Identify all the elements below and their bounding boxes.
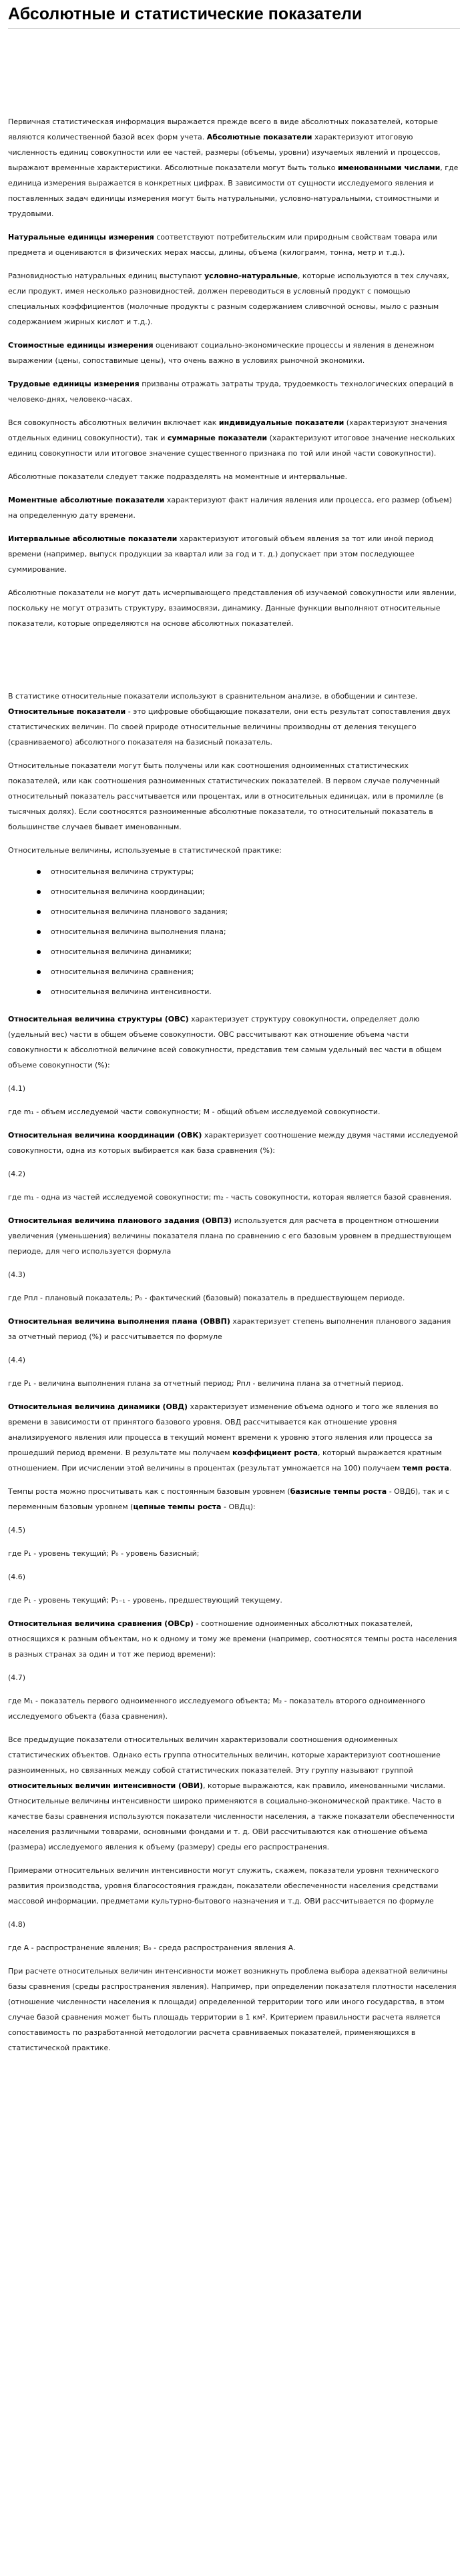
paragraph: Первичная статистическая информация выражается прежде всего в виде абсолютных показателей, которые являются количественной базой всех форм учета. Абсолютные показатели характеризуют итоговую численность единиц совокупности или ее частей, размеры (объемы, уровни) изучаемых явлений и процессов, выражают временные характеристики. Абсолютные показатели могут быть только именованными числами, где единица измерения выражается в конкретных цифрах. В зависимости от сущности исследуемого явления и поставленных задач единицы измерения могут быть натуральными, условно-натуральными, стоимостными и трудовыми.	[8, 117, 459, 218]
formula-number: (4.4)	[8, 1356, 26, 1364]
paragraph: Вся совокупность абсолютных величин включает как индивидуальные показатели (характеризуют значения отдельных единиц совокупности), так и суммарные показатели (характеризуют итоговое значение нескольких единиц совокупности или итоговое значение существенного признака по той или иной части совокупности).	[8, 418, 455, 458]
list-item: относительная величина планового задания;	[35, 902, 460, 922]
paragraph: Абсолютные показатели не могут дать исчерпывающего представления об изучаемой совокупности или явлении, поскольку не могут отразить структуру, взаимосвязи, динамику. Данные функции выполняют относительные показатели, которые определяются на основе абсолютных показателей.	[8, 588, 457, 628]
paragraph: Относительная величина координации (ОВК) характеризует соотношение между двумя частями исследуемой совокупности, одна из которых выбирается как база сравнения (%):	[8, 1131, 459, 1155]
paragraph: где M₁ - показатель первого одноименного исследуемого объекта; M₂ - показатель второго одноименного исследуемого объекта (база сравнения).	[8, 1697, 425, 1721]
formula-number: (4.8)	[8, 1920, 26, 1929]
paragraph: где m₁ - одна из частей исследуемой совокупности; m₂ - часть совокупности, которая является базой сравнения.	[8, 1193, 452, 1202]
paragraph: где A - распространение явления; B₀ - среда распространения явления A.	[8, 1944, 296, 1952]
document-page	[0, 4, 468, 2576]
paragraph: Относительная величина динамики (ОВД) характеризует изменение объема одного и того же явления во времени в зависимости от принятого базового уровня. ОВД рассчитывается как отношение уровня анализируемого явления или процесса в текущий момент времени к уровню этого явления или процесса за прошедший период времени. В результате мы получаем коэффициент роста, который выражается кратным отношением. При исчислении этой величины в процентах (результат умножается на 100) получаем темп роста.	[8, 1402, 452, 1472]
list-item: относительная величина динамики;	[35, 942, 460, 962]
paragraph: Относительная величина планового задания (ОВПЗ) используется для расчета в процентном отношении увеличения (уменьшения) величины показателя плана по сравнению с его базовым уровнем в предшествующем периоде, для чего используется формула	[8, 1216, 451, 1256]
paragraph: Относительные показатели могут быть получены или как соотношения одноименных статистических показателей, или как соотношения разноименных статистических показателей. В первом случае полученный относительный показатель рассчитывается или процентах, или в относительных единицах, или в промилле (в тысячных долях). Если соотносятся разноименные абсолютные показатели, то относительный показатель в большинстве случаев бывает именованным.	[8, 761, 443, 831]
paragraph: где P₁ - уровень текущий; P₀ - уровень базисный;	[8, 1549, 200, 1558]
paragraph: где P₁ - уровень текущий; P₁₋₁ - уровень, предшествующий текущему.	[8, 1596, 282, 1605]
paragraph: Примерами относительных величин интенсивности могут служить, скажем, показатели уровня технического развития производства, уровня благосостояния граждан, показатели обеспеченности населения средствами массовой информации, предметами культурно-бытового назначения и т.д. ОВИ рассчитывается по формуле	[8, 1866, 439, 1905]
list-item: относительная величина выполнения плана;	[35, 922, 460, 942]
formula-number: (4.2)	[8, 1170, 26, 1178]
article-body	[8, 114, 460, 2056]
paragraph: Трудовые единицы измерения призваны отражать затраты труда, трудоемкость технологических операций в человеко-днях, человеко-часах.	[8, 380, 454, 404]
formula-number: (4.3)	[8, 1270, 26, 1279]
paragraph: Абсолютные показатели следует также подразделять на моментные и интервальные.	[8, 472, 348, 481]
paragraph: Все предыдущие показатели относительных величин характеризовали соотношения одноименных статистических объектов. Однако есть группа относительных величин, которые характеризуют соотношение разноименных, но связанных между собой статистических показателей. Эту группу называют группой относительных величин интенсивности (ОВИ), которые выражаются, как правило, именованными числами. Относительные величины интенсивности широко применяются в социально-экономической практике. Часто в качестве базы сравнения используются показатели численности населения, а также показатели обеспеченности населения различными товарами, основными фондами и т. д. ОВИ рассчитываются как отношение объема (размера) исследуемого явления к объему (размеру) среды его распространения.	[8, 1735, 455, 1851]
formula-number: (4.7)	[8, 1673, 26, 1682]
paragraph: В статистике относительные показатели используют в сравнительном анализе, в обобщении и синтезе. Относительные показатели - это цифровые обобщающие показатели, они есть результат сопоставления двух статистических величин. По своей природе относительные величины производны от деления текущего (сравниваемого) абсолютного показателя на базисный показатель.	[8, 692, 451, 747]
spacer	[8, 639, 460, 689]
paragraph: Относительные величины, используемые в статистической практике:	[8, 846, 282, 855]
page-title: Абсолютные и статистические показатели	[8, 4, 460, 29]
paragraph: Разновидностью натуральных единиц выступают условно-натуральные, которые используются в тех случаях, если продукт, имея несколько разновидностей, должен переводиться в условный продукт с помощью специальных коэффициентов (молочные продукты с разным содержанием сливочной основы, мыло с разным содержанием жирных кислот и т.д.).	[8, 272, 449, 326]
list-item: относительная величина сравнения;	[35, 962, 460, 982]
paragraph: Относительная величина сравнения (ОВСр) - соотношение одноименных абсолютных показателей, относящихся к разным объектам, но к одному и тому же времени (например, соотносятся темпы роста населения в разных странах за один и тот же период времени):	[8, 1619, 457, 1659]
paragraph: где m₁ - объем исследуемой части совокупности; M - общий объем исследуемой совокупности.	[8, 1108, 381, 1116]
formula-number: (4.1)	[8, 1084, 26, 1093]
paragraph: Относительная величина структуры (ОВС) характеризует структуру совокупности, определяет долю (удельный вес) части в общем объеме совокупности. ОВС рассчитывают как отношение объема части совокупности к абсолютной величине всей совокупности, представив тем самым удельный вес части в общем объеме совокупности (%):	[8, 1015, 442, 1069]
paragraph: Темпы роста можно просчитывать как с постоянным базовым уровнем (базисные темпы роста - ОВДб), так и с переменным базовым уровнем (цепные темпы роста - ОВДц):	[8, 1487, 450, 1511]
paragraph: При расчете относительных величин интенсивности может возникнуть проблема выбора адекватной величины базы сравнения (среды распространения явления). Например, при определении показателя плотности населения (отношение численности населения к площади) определенной территории того или иного государства, в этом случае базой сравнения может быть площадь территории в 1 км². Критерием правильности расчета является сопоставимость по разработанной методологии расчета сравниваемых показателей, применяющихся в статистической практике.	[8, 1967, 457, 2052]
list-item: относительная величина интенсивности.	[35, 982, 460, 1002]
relative-values-list	[8, 862, 460, 1002]
paragraph: Моментные абсолютные показатели характеризуют факт наличия явления или процесса, его размер (объем) на определенную дату времени.	[8, 496, 452, 520]
paragraph: Относительная величина выполнения плана (ОВВП) характеризует степень выполнения планового задания за отчетный период (%) и рассчитывается по формуле	[8, 1317, 451, 1341]
paragraph: Стоимостные единицы измерения оценивают социально-экономические процессы и явления в денежном выражении (цены, сопоставимые цены), что очень важно в условиях рыночной экономики.	[8, 341, 435, 365]
formula-number: (4.5)	[8, 1526, 26, 1535]
list-item: относительная величина структуры;	[35, 862, 460, 882]
paragraph: где Pпл - плановый показатель; P₀ - фактический (базовый) показатель в предшествующем периоде.	[8, 1294, 405, 1302]
paragraph: где P₁ - величина выполнения плана за отчетный период; Pпл - величина плана за отчетный период.	[8, 1379, 404, 1388]
formula-number: (4.6)	[8, 1573, 26, 1581]
paragraph: Интервальные абсолютные показатели характеризуют итоговый объем явления за тот или иной период времени (например, выпуск продукции за квартал или за год и т. д.) допускает при этом последующее суммирование.	[8, 534, 434, 574]
paragraph: Натуральные единицы измерения соответствуют потребительским или природным свойствам товара или предмета и оцениваются в физических мерах массы, длины, объема (килограмм, тонна, метр и т.д.).	[8, 233, 437, 257]
list-item: относительная величина координации;	[35, 882, 460, 902]
